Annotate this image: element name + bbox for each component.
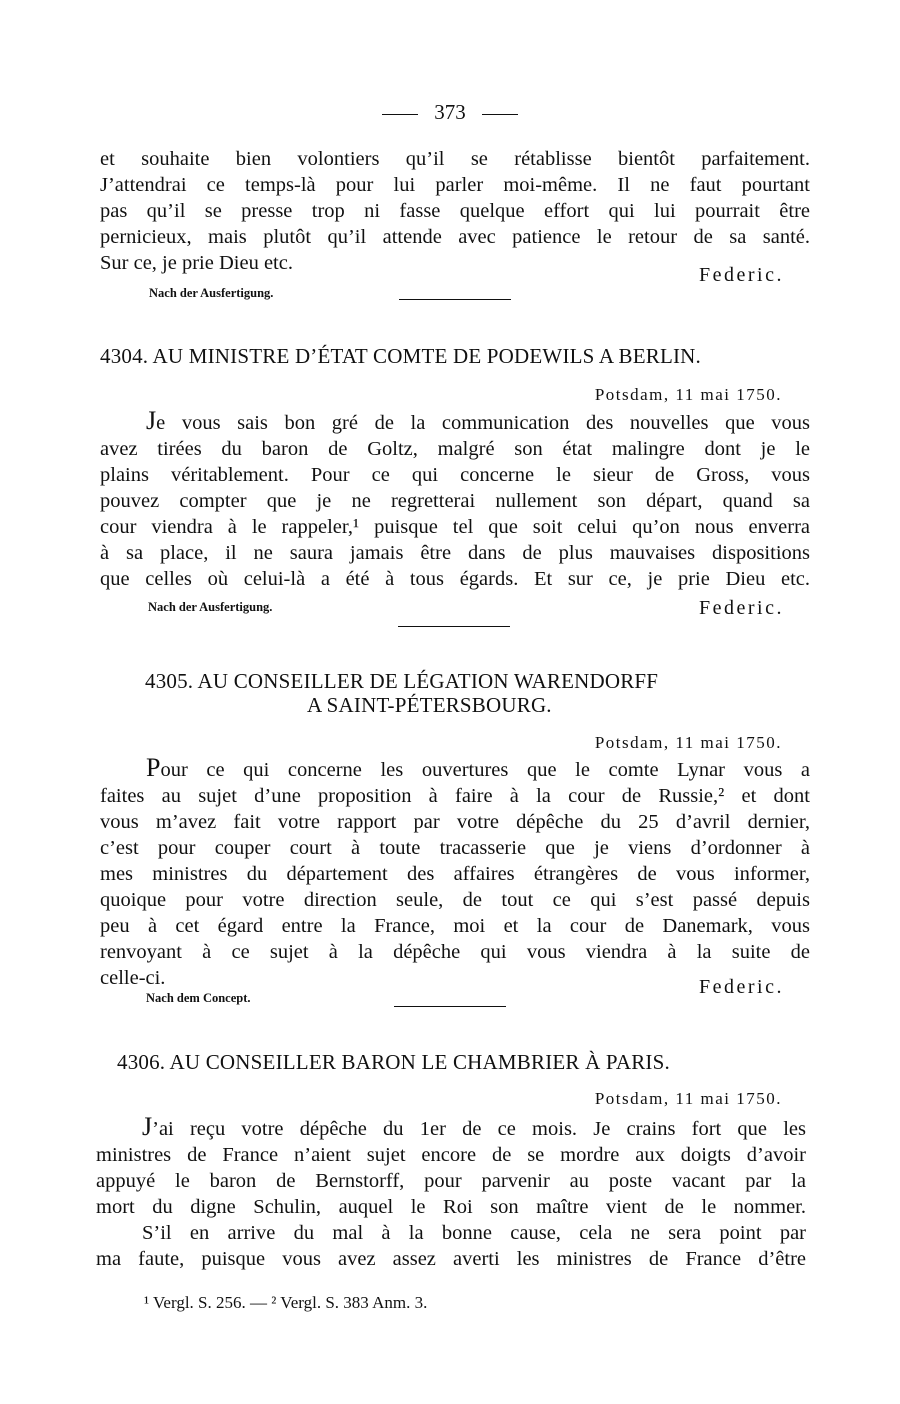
- source-note: Nach dem Concept.: [146, 991, 251, 1005]
- intro-paragraph: [100, 146, 810, 276]
- page-number-dash-left: [382, 114, 418, 115]
- page-number-dash-right: [482, 114, 518, 115]
- text-line: cour viendra à le rappeler,¹ puisque tel que soit celui qu’on nous enverra: [100, 516, 810, 538]
- text-line: ministres de France n’aient sujet encore de se mordre aux doigts d’avoir: [96, 1144, 806, 1166]
- text-line: c’est pour couper court à toute tracasserie que je viens d’ordonner à: [100, 837, 810, 859]
- text-line: celle-ci.: [100, 967, 166, 989]
- letter-heading: 4305. AU CONSEILLER DE LÉGATION WARENDORFF: [145, 669, 659, 693]
- text-line: plains véritablement. Pour ce qui concerne le sieur de Gross, vous: [100, 464, 810, 486]
- text-line: Pour ce qui concerne les ouvertures que le comte Lynar vous a: [146, 753, 810, 782]
- letter-heading-line2: A SAINT-PÉTERSBOURG.: [307, 693, 552, 717]
- text-line: mes ministres du département des affaires étrangères de vous informer,: [100, 863, 810, 885]
- letter-date: Potsdam, 11 mai 1750.: [594, 733, 782, 752]
- text-line: quoique pour votre direction seule, de tout ce qui s’est passé depuis: [100, 889, 810, 911]
- text-line: pernicieux, mais plutôt qu’il attende avec patience le retour de sa santé.: [100, 226, 810, 248]
- text-line: J’ai reçu votre dépêche du 1er de ce mois. Je crains fort que les: [142, 1112, 806, 1141]
- letter-body: [96, 1114, 806, 1272]
- text-line: appuyé le baron de Bernstorff, pour parvenir au poste vacant par la: [96, 1170, 806, 1192]
- page-number: [0, 100, 900, 125]
- signature: Federic.: [699, 976, 784, 998]
- text-line: Sur ce, je prie Dieu etc.: [100, 252, 293, 274]
- footnotes: ¹ Vergl. S. 256. — ² Vergl. S. 383 Anm. 3.: [144, 1293, 428, 1312]
- text-line: que celles où celui-là a été à tous égards. Et sur ce, je prie Dieu etc.: [100, 568, 810, 590]
- source-note: Nach der Ausfertigung.: [148, 600, 273, 614]
- section-divider: [394, 1006, 506, 1007]
- text-line: pas qu’il se presse trop ni fasse quelque effort qui lui pourrait être: [100, 200, 810, 222]
- letter-heading: 4304. AU MINISTRE D’ÉTAT COMTE DE PODEWILS A BERLIN.: [100, 344, 701, 368]
- text-line: mort du digne Schulin, auquel le Roi son maître vient de le nommer.: [96, 1196, 806, 1218]
- text-line: vous m’avez fait votre rapport par votre dépêche du 25 d’avril dernier,: [100, 811, 810, 833]
- section-divider: [398, 626, 510, 627]
- initial-letter: J: [146, 406, 157, 435]
- text-line: Je vous sais bon gré de la communication des nouvelles que vous: [146, 406, 810, 435]
- section-divider: [399, 299, 511, 300]
- letter-date: Potsdam, 11 mai 1750.: [594, 385, 782, 404]
- initial-letter: P: [146, 753, 161, 782]
- text-line: renvoyant à ce sujet à la dépêche qui vous viendra à la suite de: [100, 941, 810, 963]
- signature: Federic.: [699, 264, 784, 286]
- source-note: Nach der Ausfertigung.: [149, 286, 274, 300]
- page-number-text: 373: [434, 100, 466, 124]
- letter-heading: 4306. AU CONSEILLER BARON LE CHAMBRIER À PARIS.: [117, 1050, 670, 1074]
- text-line: ma faute, puisque vous avez assez averti les ministres de France d’être: [96, 1248, 806, 1270]
- text-line: avez tirées du baron de Goltz, malgré son état malingre dont je le: [100, 438, 810, 460]
- signature: Federic.: [699, 597, 784, 619]
- text-line: J’attendrai ce temps-là pour lui parler moi-même. Il ne faut pourtant: [100, 174, 810, 196]
- text-line: faites au sujet d’une proposition à faire à la cour de Russie,² et dont: [100, 785, 810, 807]
- letter-date: Potsdam, 11 mai 1750.: [594, 1089, 782, 1108]
- text-line: pouvez compter que je ne regretterai nullement son départ, quand sa: [100, 490, 810, 512]
- letter-body: [100, 755, 810, 991]
- initial-letter: J: [142, 1112, 153, 1141]
- text-line: peu à cet égard entre la France, moi et la cour de Danemark, vous: [100, 915, 810, 937]
- text-line: à sa place, il ne saura jamais être dans de plus mauvaises dispositions: [100, 542, 810, 564]
- text-line: et souhaite bien volontiers qu’il se rétablisse bientôt parfaitement.: [100, 148, 810, 170]
- letter-body: [100, 408, 810, 592]
- text-line: S’il en arrive du mal à la bonne cause, cela ne sera point par: [142, 1222, 806, 1244]
